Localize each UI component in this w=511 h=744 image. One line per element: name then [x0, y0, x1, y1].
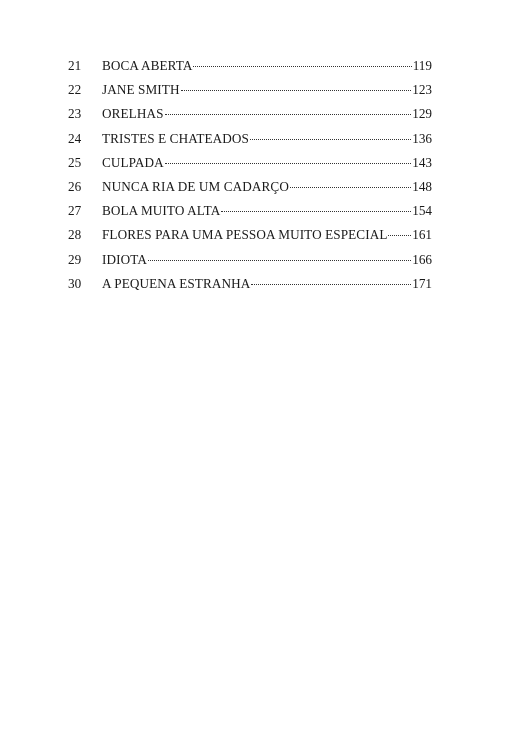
toc-entry-29[interactable] [68, 248, 432, 272]
toc-entry-22[interactable] [68, 78, 432, 102]
chapter-title: BOLA MUITO ALTA [102, 203, 221, 219]
page-number: 161 [412, 227, 432, 243]
dot-leader [251, 283, 411, 285]
chapter-number: 22 [68, 82, 82, 98]
table-of-contents [68, 54, 432, 296]
chapter-title: ORELHAS [102, 106, 164, 122]
chapter-title: FLORES PARA UMA PESSOA MUITO ESPECIAL [102, 227, 388, 243]
toc-entry-21[interactable] [68, 54, 432, 78]
page-number: 129 [412, 106, 432, 122]
dot-leader [181, 89, 412, 91]
chapter-title: TRISTES E CHATEADOS [102, 130, 249, 146]
page-number: 148 [412, 178, 432, 194]
toc-entry-26[interactable] [68, 175, 432, 199]
page-number: 136 [412, 130, 432, 146]
toc-entry-27[interactable] [68, 199, 432, 223]
page-number: 166 [412, 251, 432, 267]
page-number: 119 [412, 58, 432, 73]
chapter-title: IDIOTA [102, 251, 147, 267]
chapter-title: JANE SMITH [102, 82, 180, 98]
chapter-number: 24 [68, 130, 82, 146]
page-number: 171 [412, 275, 432, 291]
chapter-number: 27 [68, 203, 82, 219]
toc-entry-23[interactable] [68, 102, 432, 126]
dot-leader [388, 234, 411, 236]
dot-leader [290, 186, 411, 188]
chapter-number: 21 [68, 58, 82, 73]
chapter-title: CULPADA [102, 154, 164, 170]
toc-entry-28[interactable] [68, 223, 432, 247]
chapter-number: 23 [68, 106, 82, 122]
dot-leader [165, 162, 411, 164]
toc-entry-30[interactable] [68, 272, 432, 296]
chapter-number: 25 [68, 154, 82, 170]
dot-leader [193, 65, 411, 67]
dot-leader [250, 138, 411, 140]
page-number: 143 [412, 154, 432, 170]
dot-leader [148, 259, 411, 261]
page-number: 123 [412, 82, 432, 98]
chapter-number: 26 [68, 178, 82, 194]
chapter-title: BOCA ABERTA [102, 58, 193, 73]
dot-leader [165, 113, 412, 115]
dot-leader [221, 210, 411, 212]
chapter-number: 29 [68, 251, 82, 267]
chapter-number: 28 [68, 227, 82, 243]
chapter-title: A PEQUENA ESTRANHA [102, 275, 251, 291]
toc-entry-25[interactable] [68, 151, 432, 175]
chapter-number: 30 [68, 275, 82, 291]
chapter-title: NUNCA RIA DE UM CADARÇO [102, 178, 289, 194]
page-number: 154 [412, 203, 432, 219]
toc-entry-24[interactable] [68, 127, 432, 151]
